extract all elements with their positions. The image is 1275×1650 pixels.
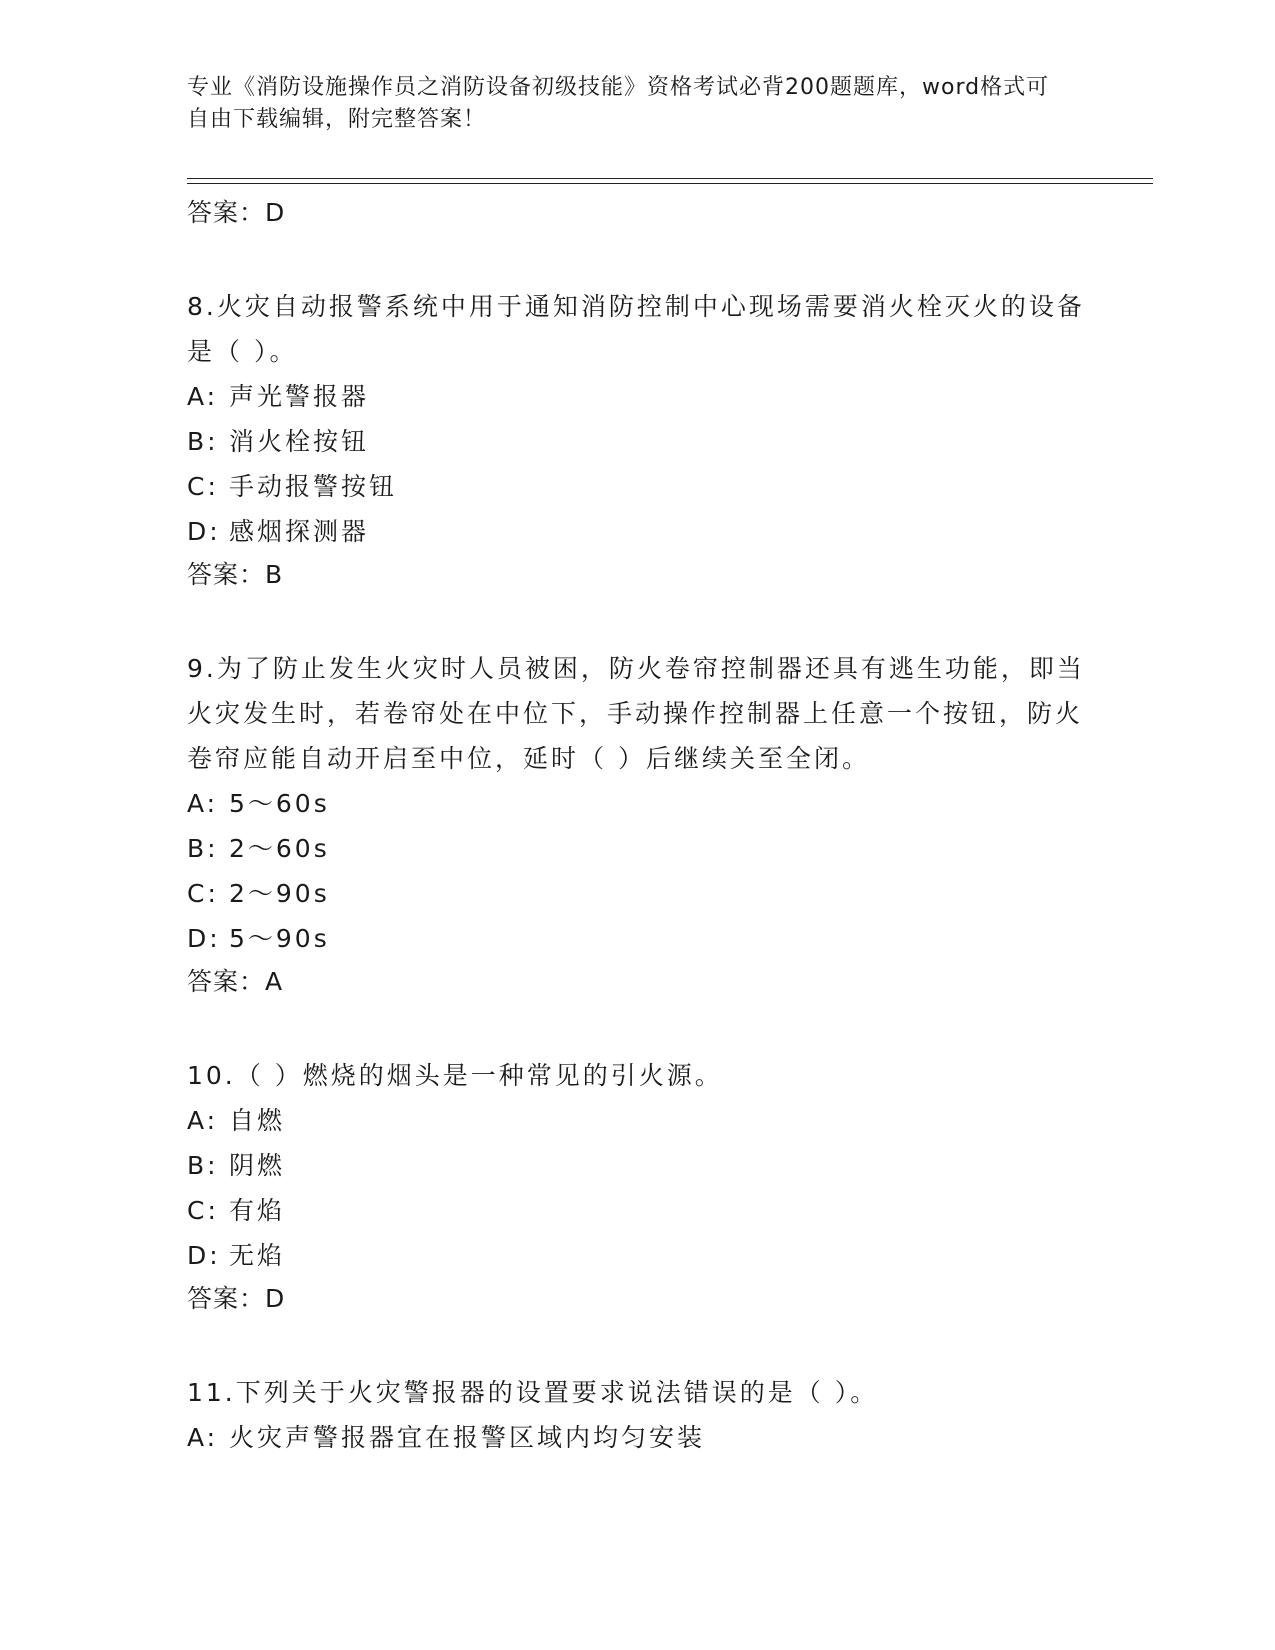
option-text: 5～60s: [229, 789, 330, 818]
option-a: [187, 781, 1087, 826]
option-letter: C:: [187, 472, 219, 501]
option-text: 无焰: [229, 1241, 286, 1270]
option-a: [187, 1098, 1087, 1143]
option-text: 有焰: [229, 1196, 286, 1225]
option-text: 消火栓按钮: [229, 427, 370, 456]
option-text: 声光警报器: [229, 382, 370, 411]
option-letter: B:: [187, 427, 219, 456]
answer: 答案：B: [187, 560, 284, 589]
option-a: [187, 1415, 1087, 1460]
option-text: 2～60s: [229, 834, 330, 863]
header-rule-top: [187, 178, 1153, 179]
option-a: [187, 374, 1087, 419]
option-letter: A:: [187, 1106, 219, 1135]
option-letter: A:: [187, 1423, 219, 1452]
option-b: [187, 1143, 1087, 1188]
option-letter: B:: [187, 834, 219, 863]
previous-answer: 答案：D: [187, 198, 286, 227]
question-stem: 9.为了防止发生火灾时人员被困，防火卷帘控制器还具有逃生功能，即当火灾发生时，若卷帘处在中位下，手动操作控制器上任意一个按钮，防火卷帘应能自动开启至中位，延时（ ）后继续关至全闭。: [187, 654, 1085, 773]
option-letter: C:: [187, 1196, 219, 1225]
option-text: 阴燃: [229, 1151, 286, 1180]
option-c: [187, 464, 1087, 509]
option-text: 手动报警按钮: [229, 472, 398, 501]
option-letter: C:: [187, 879, 219, 908]
option-text: 火灾声警报器宜在报警区域内均匀安装: [229, 1423, 706, 1452]
option-letter: D:: [187, 1241, 221, 1270]
question-11: [187, 1370, 1087, 1460]
question-9: [187, 646, 1087, 1003]
option-letter: A:: [187, 789, 219, 818]
option-b: [187, 419, 1087, 464]
page-header: 专业《消防设施操作员之消防设备初级技能》资格考试必背200题题库，word格式可自由下载编辑，附完整答案！: [187, 75, 1050, 132]
answer: 答案：D: [187, 1284, 286, 1313]
option-text: 2～90s: [229, 879, 330, 908]
question-stem: 10.（ ）燃烧的烟头是一种常见的引火源。: [187, 1061, 723, 1090]
option-text: 自燃: [229, 1106, 286, 1135]
option-d: [187, 1233, 1087, 1278]
question-stem: 8.火灾自动报警系统中用于通知消防控制中心现场需要消火栓灭火的设备是（ ）。: [187, 292, 1085, 366]
option-c: [187, 1188, 1087, 1233]
option-letter: A:: [187, 382, 219, 411]
header-rule-bottom: [187, 183, 1153, 184]
option-letter: D:: [187, 924, 221, 953]
option-d: [187, 916, 1087, 961]
answer: 答案：A: [187, 967, 284, 996]
question-stem: 11.下列关于火灾警报器的设置要求说法错误的是（ ）。: [187, 1378, 879, 1407]
option-text: 感烟探测器: [229, 517, 370, 546]
question-10: [187, 1053, 1087, 1320]
option-b: [187, 826, 1087, 871]
option-c: [187, 871, 1087, 916]
question-list: [187, 192, 1087, 1460]
option-letter: D:: [187, 517, 221, 546]
option-letter: B:: [187, 1151, 219, 1180]
option-text: 5～90s: [229, 924, 330, 953]
question-8: [187, 284, 1087, 596]
option-d: [187, 509, 1087, 554]
